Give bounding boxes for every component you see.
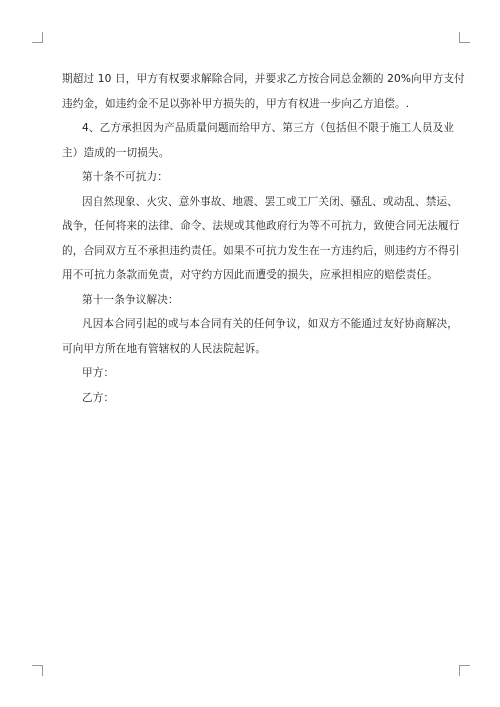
crop-mark-bottom-right (459, 665, 470, 676)
text-line: 可向甲方所在地有管辖权的人民法院起诉。 (62, 342, 267, 355)
clause-item-4: 4、乙方承担因为产品质量问题而给甲方、第三方（包括但不限于施工人员及业 (82, 122, 455, 134)
text-line: 因自然现象、火灾、意外事故、地震、罢工或工厂关闭、骚乱、或动乱、禁运、 (82, 195, 459, 208)
section-heading-dispute-resolution: 第十一条争议解决： (82, 293, 179, 306)
text-line: 主）造成的一切损失。 (62, 146, 170, 159)
text-line: 用不可抗力条款而免责，对守约方因此而遭受的损失，应承担相应的赔偿责任。 (62, 269, 439, 281)
party-a-signature-label: 甲方： (82, 367, 115, 379)
party-b-signature-label: 乙方： (82, 391, 115, 404)
text-line: 凡因本合同引起的或与本合同有关的任何争议，如双方不能通过友好协商解决， (82, 318, 459, 330)
section-heading-force-majeure: 第十条不可抗力： (82, 171, 168, 183)
document-body (62, 67, 465, 410)
text-line: 违约金，如违约金不足以弥补甲方损失的，甲方有权进一步向乙方追偿。. (62, 97, 410, 110)
text-line: 战争，任何将来的法律、命令、法规或其他政府行为等不可抗力，致使合同无法履行 (62, 220, 460, 232)
text-line: 期超过 10 日，甲方有权要求解除合同，并要求乙方按合同总金额的 20%向甲方支付 (62, 73, 465, 85)
crop-mark-bottom-left (32, 665, 43, 676)
crop-mark-top-right (459, 32, 470, 43)
crop-mark-top-left (32, 32, 43, 43)
text-line: 的，合同双方互不承担违约责任。如果不可抗力发生在一方违约后，则违约方不得引 (62, 244, 460, 257)
